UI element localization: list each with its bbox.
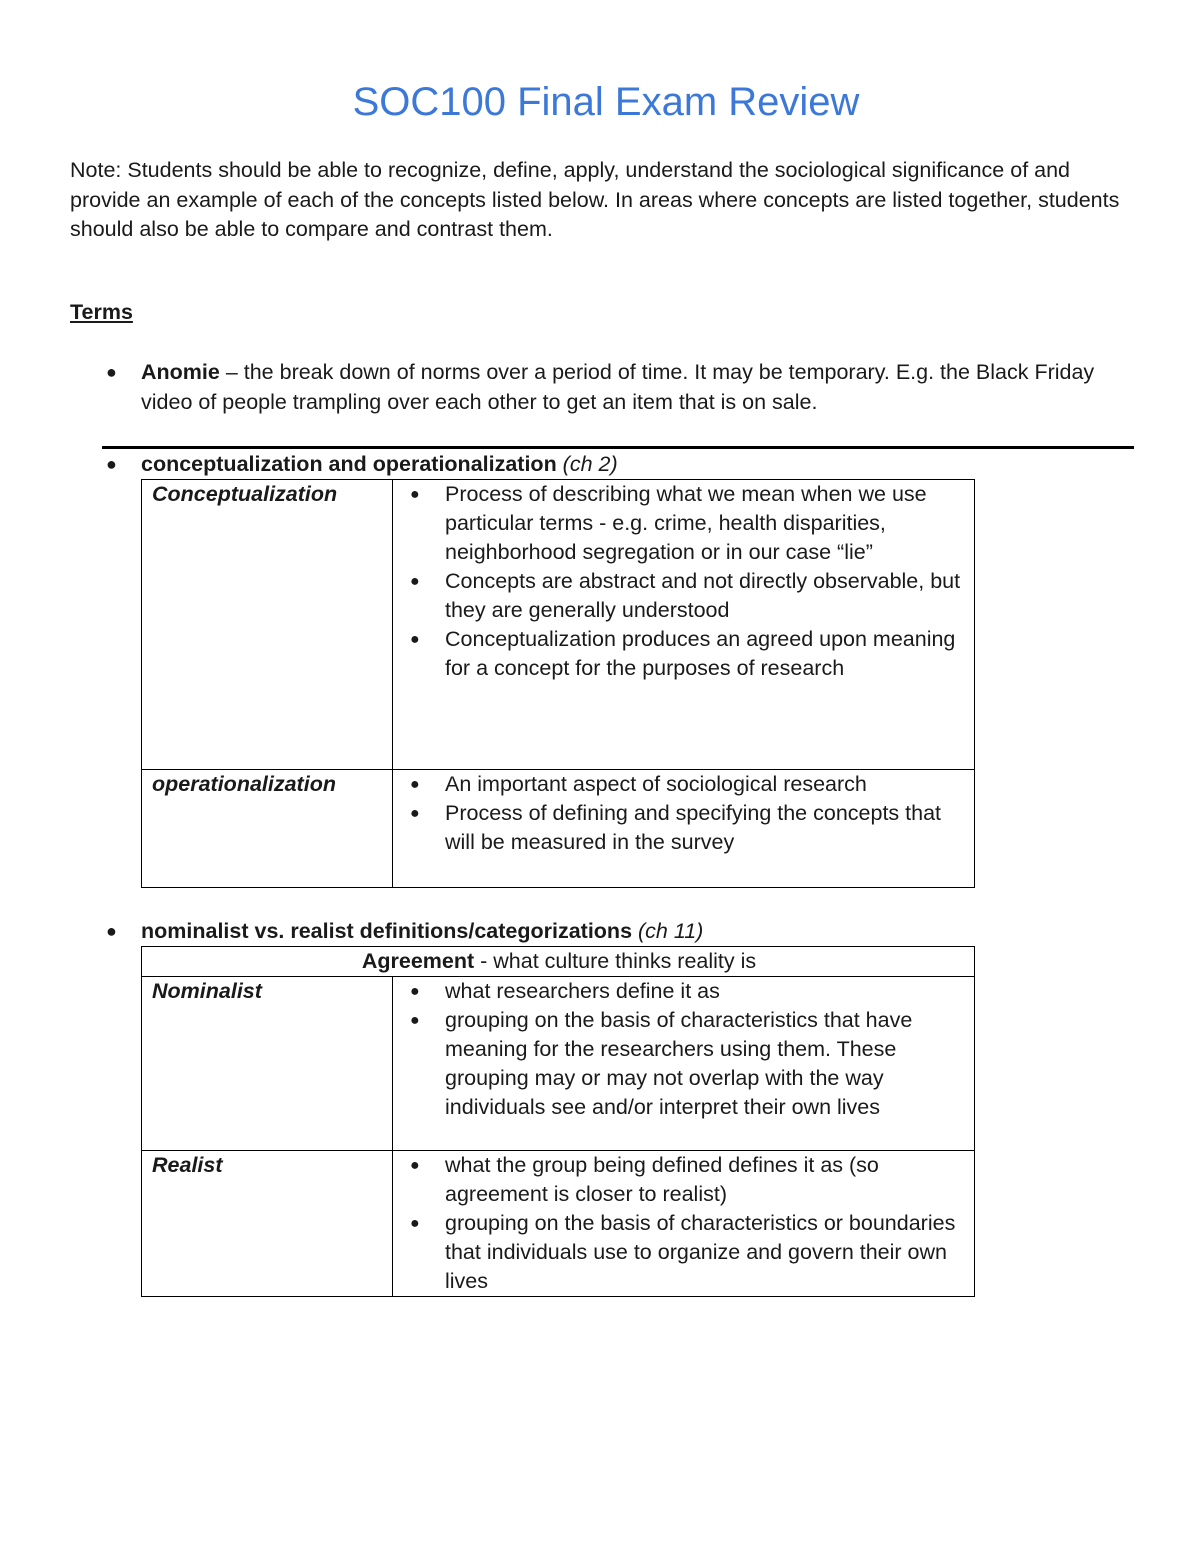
page-title: SOC100 Final Exam Review [352,80,860,124]
bullet-icon: ● [410,1157,420,1174]
table-header-row [142,947,975,977]
concept-op-table [141,479,975,888]
description-cell [393,977,975,1151]
concept-op-heading [141,450,1126,480]
concept-op-heading-text: conceptualization and operationalization [141,452,557,476]
bullet-icon: ● [410,1012,420,1029]
bullet-icon: ● [410,1215,420,1232]
term-cell: Conceptualization [142,480,393,770]
agreement-description: - what culture thinks reality is [474,949,757,973]
table-row [142,480,975,770]
term-cell: Nominalist [142,977,393,1151]
list-item: ● Conceptualization produces an agreed upon meaning for a concept for the purposes of research [410,627,956,680]
bullet-icon: ● [410,805,420,822]
list-item: ● grouping on the basis of characteristics that have meaning for the researchers using them. These grouping may or may not overlap with the way individuals see and/or interpret their own lives [410,1008,913,1119]
list-item: ● An important aspect of sociological research [393,770,966,799]
table-row [142,977,975,1151]
bullet-icon: ● [410,983,420,1000]
bullet-icon: ● [410,573,420,590]
note-paragraph: Note: Students should be able to recognize, define, apply, understand the sociological significance of and provide an example of each of the concepts listed below. In areas where concepts are listed together, students should also be able to compare and contrast them. [70,158,1120,241]
anomie-term: Anomie [141,360,220,384]
list-item: ● what researchers define it as [393,977,966,1006]
concept-op-chapter: (ch 2) [556,452,618,476]
point-list [393,977,966,1122]
list-item: ● Process of describing what we mean when we use particular terms - e.g. crime, health disparities, neighborhood segregation or in our case “lie” [410,482,927,564]
term-cell: operationalization [142,770,393,888]
nominalist-realist-heading [141,917,1126,947]
bullet-icon: ● [106,921,117,941]
table-row [142,1151,975,1297]
bullet-icon: ● [410,776,420,793]
anomie-definition: – the break down of norms over a period of time. It may be temporary. E.g. the Black Friday video of people trampling over each other to get an item that is on sale. [141,360,1095,414]
list-item: ● what the group being defined defines it as (so agreement is closer to realist) [410,1153,879,1206]
list-item: ● grouping on the basis of characteristics or boundaries that individuals use to organize and govern their own lives [410,1211,956,1293]
bullet-icon: ● [106,362,117,382]
horizontal-rule [102,446,1134,449]
description-cell [393,1151,975,1297]
nominalist-realist-chapter: (ch 11) [632,919,704,943]
agreement-header-cell [142,947,975,977]
anomie-item [141,358,1126,417]
table-row [142,770,975,888]
bullet-icon: ● [410,631,420,648]
nominalist-realist-heading-text: nominalist vs. realist definitions/categorizations [141,919,633,943]
section-heading-terms: Terms [70,300,133,324]
agreement-term: Agreement [361,949,475,973]
bullet-icon: ● [410,486,420,503]
bullet-icon: ● [106,454,117,474]
point-list [393,480,966,683]
term-cell: Realist [142,1151,393,1297]
point-list [393,1151,966,1296]
nominalist-realist-table [141,946,975,1297]
list-item: ● Concepts are abstract and not directly observable, but they are generally understood [410,569,961,622]
list-item: ● Process of defining and specifying the concepts that will be measured in the survey [410,801,942,854]
description-cell [393,770,975,888]
description-cell [393,480,975,770]
point-list [393,770,966,857]
